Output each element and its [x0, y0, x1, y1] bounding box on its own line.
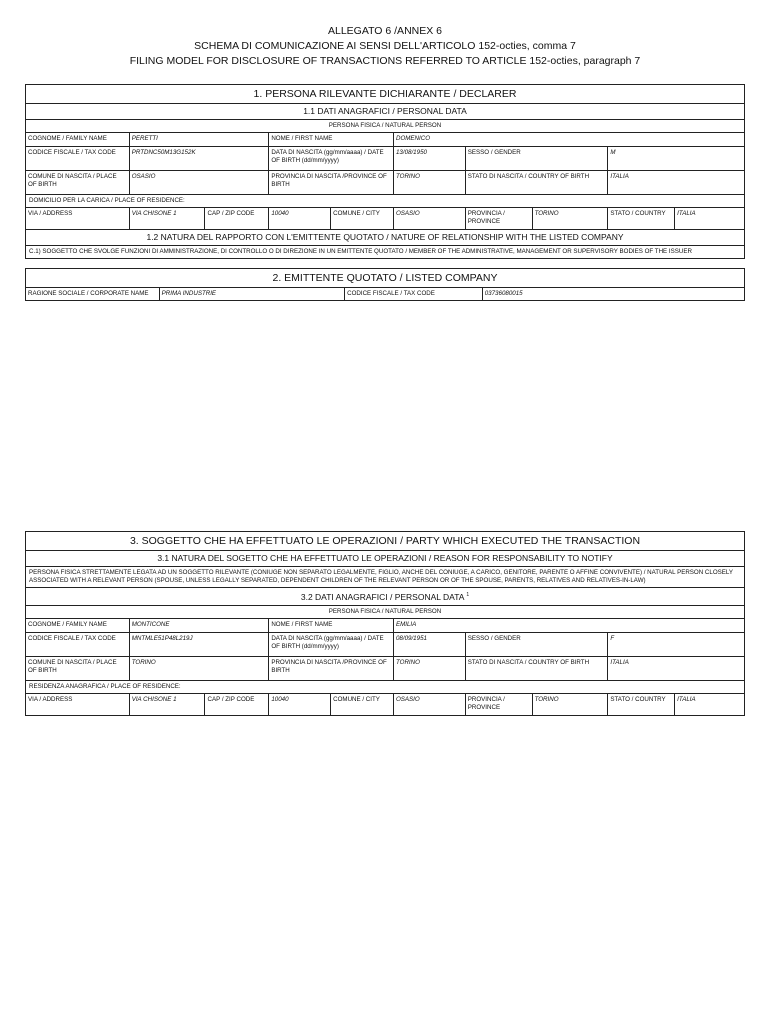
- reason-title: 3.1 NATURA DEL SOGETTO CHE HA EFFETTUATO LE OPERAZIONI / REASON FOR RESPONSABILITY TO NOTIFY: [157, 553, 613, 563]
- party-date-of-birth-value[interactable]: 08/09/1951: [393, 633, 465, 656]
- gender-value[interactable]: M: [607, 147, 744, 170]
- personal-data-title-3: [26, 588, 744, 605]
- party-province-of-birth-value[interactable]: TORINO: [393, 657, 465, 680]
- party-residence-label: RESIDENZA ANAGRAFICA / PLACE OF RESIDENCE:: [29, 682, 181, 690]
- natural-person-label-3: PERSONA FISICA / NATURAL PERSON: [328, 607, 442, 615]
- surname-label: COGNOME / FAMILY NAME: [28, 135, 107, 142]
- zip-value[interactable]: 10040: [268, 208, 330, 229]
- party-gender-label: SESSO / GENDER: [465, 633, 608, 656]
- section-2-listed-company: [25, 268, 745, 301]
- party-address-label: VIA / ADDRESS: [28, 695, 73, 703]
- country-label: STATO / COUNTRY: [607, 208, 674, 229]
- zip-label: CAP / ZIP CODE: [204, 208, 268, 229]
- party-surname-value[interactable]: MONTICONE: [129, 619, 269, 632]
- filing-model-title: FILING MODEL FOR DISCLOSURE OF TRANSACTIONS REFERRED TO ARTICLE 152-octies, paragraph 7: [129, 55, 641, 67]
- party-gender-value[interactable]: F: [607, 633, 744, 656]
- party-city-value[interactable]: OSASIO: [393, 694, 465, 715]
- party-tax-code-label: CODICE FISCALE / TAX CODE: [28, 634, 116, 642]
- party-first-name-label: NOME / FIRST NAME: [268, 619, 393, 632]
- schema-title: SCHEMA DI COMUNICAZIONE AI SENSI DELL'ARTICOLO 152-octies, comma 7: [194, 40, 576, 52]
- personal-data-title: 1.1 DATI ANAGRAFICI / PERSONAL DATA: [303, 106, 467, 116]
- party-zip-value[interactable]: 10040: [268, 694, 330, 715]
- address-value[interactable]: VIA CHISONE 1: [129, 208, 205, 229]
- province-value[interactable]: TORINO: [532, 208, 608, 229]
- section-3-party: [25, 531, 745, 716]
- party-province-value[interactable]: TORINO: [532, 694, 608, 715]
- corporate-name-label: RAGIONE SOCIALE / CORPORATE NAME: [28, 290, 149, 297]
- date-of-birth-label: DATA DI NASCITA (gg/mm/aaaa) / DATE OF BIRTH (dd/mm/yyyy): [268, 147, 393, 170]
- country-of-birth-label: STATO DI NASCITA / COUNTRY OF BIRTH: [465, 171, 608, 194]
- place-of-birth-label: COMUNE DI NASCITA / PLACE OF BIRTH: [28, 173, 117, 188]
- party-zip-label: CAP / ZIP CODE: [204, 694, 268, 715]
- party-surname-label: COGNOME / FAMILY NAME: [28, 620, 107, 628]
- corporate-name-value[interactable]: PRIMA INDUSTRIE: [159, 288, 344, 300]
- address-label: VIA / ADDRESS: [28, 210, 73, 217]
- party-city-label: COMUNE / CITY: [330, 694, 393, 715]
- annex-title: ALLEGATO 6 /ANNEX 6: [328, 25, 442, 37]
- personal-data-title-3-text: 3.2 DATI ANAGRAFICI / PERSONAL DATA: [300, 591, 464, 602]
- province-label: PROVINCIA / PROVINCE: [465, 208, 532, 229]
- party-tax-code-value[interactable]: MNTMLE51P48L219J: [129, 633, 269, 656]
- party-country-label: STATO / COUNTRY: [607, 694, 674, 715]
- party-place-of-birth-value[interactable]: TORINO: [129, 657, 269, 680]
- company-tax-code-label: CODICE FISCALE / TAX CODE: [344, 288, 482, 300]
- country-value[interactable]: ITALIA: [674, 208, 744, 229]
- party-date-of-birth-label: DATA DI NASCITA (gg/mm/aaaa) / DATE OF BIRTH (dd/mm/yyyy): [268, 633, 393, 656]
- surname-value[interactable]: PERETTI: [129, 133, 269, 146]
- first-name-label: NOME / FIRST NAME: [268, 133, 393, 146]
- section-1-title: 1. PERSONA RILEVANTE DICHIARANTE / DECLARER: [253, 88, 517, 100]
- party-province-label: PROVINCIA / PROVINCE: [465, 694, 532, 715]
- party-country-value[interactable]: ITALIA: [674, 694, 744, 715]
- province-of-birth-label: PROVINCIA DI NASCITA /PROVINCE OF BIRTH: [268, 171, 393, 194]
- natural-person-label: PERSONA FISICA / NATURAL PERSON: [328, 122, 442, 129]
- relationship-title: 1.2 NATURA DEL RAPPORTO CON L'EMITTENTE QUOTATO / NATURE OF RELATIONSHIP WITH THE LISTED COMPANY: [146, 232, 624, 242]
- reason-value[interactable]: PERSONA FISICA STRETTAMENTE LEGATA AD UN SOGGETTO RILEVANTE (CONIUGE NON SEPARATO LEGALMENTE, FIGLIO, ANCHE DEL CONIUGE, A CARICO, GENITORE, PARENTE O AFFINE CONVIVENTE) / NATURAL PERSON CLOSELY ASSOCIATED WITH A RELEVANT PERSON (SPOUSE, UNLESS LEGALLY SEPARATED, DEPENDENT CHILDREN OF THE RELEVANT PERSON OR OF THE SPOUSE, PARENTS, RELATIVES AND RELATIVES-IN-LAW): [29, 569, 733, 584]
- province-of-birth-value[interactable]: TORINO: [393, 171, 465, 194]
- party-province-of-birth-label: PROVINCIA DI NASCITA /PROVINCE OF BIRTH: [268, 657, 393, 680]
- section-1-declarer: [25, 84, 745, 259]
- residence-label: DOMICILIO PER LA CARICA / PLACE OF RESIDENCE:: [29, 197, 185, 204]
- gender-label: SESSO / GENDER: [465, 147, 608, 170]
- party-place-of-birth-label: COMUNE DI NASCITA / PLACE OF BIRTH: [28, 658, 117, 674]
- party-country-of-birth-value[interactable]: ITALIA: [607, 657, 744, 680]
- party-address-value[interactable]: VIA CHISONE 1: [129, 694, 205, 715]
- country-of-birth-value[interactable]: ITALIA: [607, 171, 744, 194]
- city-label: COMUNE / CITY: [330, 208, 393, 229]
- relationship-value[interactable]: C.1) SOGGETTO CHE SVOLGE FUNZIONI DI AMMINISTRAZIONE, DI CONTROLLO O DI DIREZIONE IN UN EMITTENTE QUOTATO / MEMBER OF THE ADMINISTRATIVE, MANAGEMENT OR SUPERVISORY BODIES OF THE ISSUER: [29, 248, 692, 255]
- party-country-of-birth-label: STATO DI NASCITA / COUNTRY OF BIRTH: [465, 657, 608, 680]
- tax-code-value[interactable]: PRTDNC50M13G152K: [129, 147, 269, 170]
- section-2-title: 2. EMITTENTE QUOTATO / LISTED COMPANY: [272, 272, 498, 284]
- tax-code-label: CODICE FISCALE / TAX CODE: [28, 149, 116, 156]
- date-of-birth-value[interactable]: 13/08/1950: [393, 147, 465, 170]
- place-of-birth-value[interactable]: OSASIO: [129, 171, 269, 194]
- party-first-name-value[interactable]: EMILIA: [393, 619, 744, 632]
- city-value[interactable]: OSASIO: [393, 208, 465, 229]
- footnote-mark: 1: [466, 592, 470, 598]
- section-3-title: 3. SOGGETTO CHE HA EFFETTUATO LE OPERAZIONI / PARTY WHICH EXECUTED THE TRANSACTION: [129, 535, 641, 547]
- company-tax-code-value[interactable]: 03736080015: [482, 288, 744, 300]
- first-name-value[interactable]: DOMENICO: [393, 133, 744, 146]
